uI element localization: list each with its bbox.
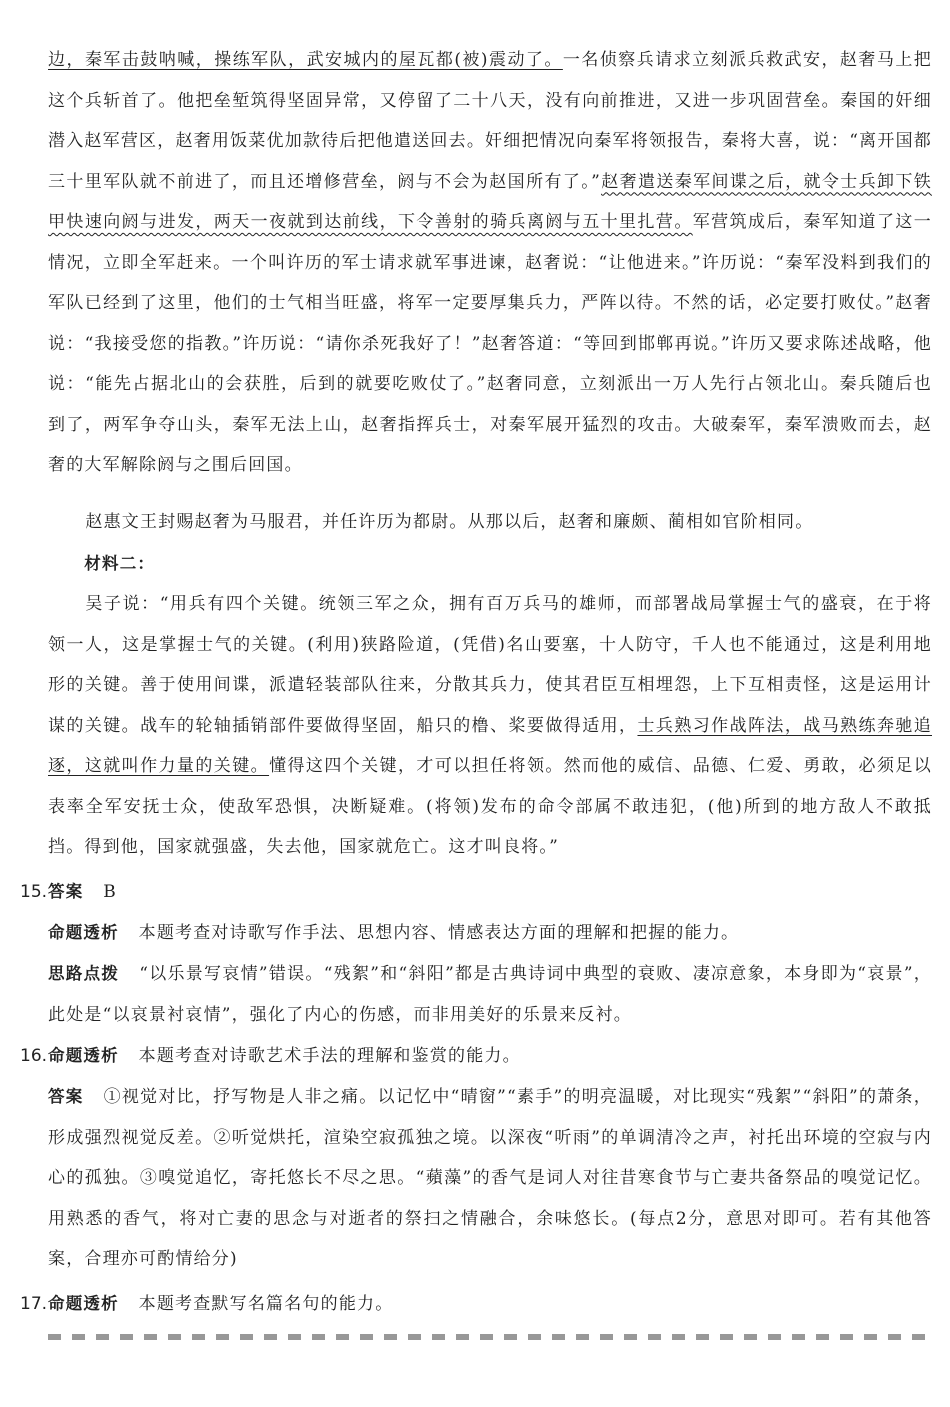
analysis-text: 本题考查对诗歌艺术手法的理解和鉴赏的能力。	[138, 1046, 521, 1066]
underlined-sentence: 边，秦军击鼓呐喊，操练军队，武安城内的屋瓦都(被)震动了。	[48, 50, 563, 70]
question-15-hint	[48, 954, 932, 1035]
hint-label: 思路点拨	[48, 964, 120, 983]
underlined-sentence: 士兵熟习作战阵法，战马熟练奔驰追逐，这就叫作力量的关键。	[48, 715, 932, 776]
question-17-analysis	[48, 1284, 932, 1325]
hint-text: “以乐景写哀情”错误。“残絮”和“斜阳”都是古典诗词中典型的衰败、凄凉意象，本身即为“哀景”，此处是“以哀景衬哀情”，强化了内心的伤感，而非用美好的乐景来反衬。	[48, 964, 932, 1025]
paragraph-text: 军营筑成后，秦军知道了这一情况，立即全军赶来。一个叫许历的军士请求就军事进谏，赵奢说：“让他进来。”许历说：“秦军没料到我们的军队已经到了这里，他们的士气相当旺盛，将军一定要厚集兵力，严阵以待。不然的话，必定要打败仗。”赵奢说：“我接受您的指教。”许历说：“请你杀死我好了！”赵奢答道：“等回到邯郸再说。”许历又要求陈述战略，他说：“能先占据北山的会获胜，后到的就要吃败仗了。”赵奢同意，立刻派出一万人先行占领北山。秦兵随后也到了，两军争夺山头，秦军无法上山，赵奢指挥兵士，对秦军展开猛烈的攻击。大破秦军，秦军溃败而去，赵奢的大军解除阏与之围后回国。	[48, 212, 933, 475]
answer-value: B	[103, 882, 117, 902]
question-17-number: 17.	[20, 1294, 48, 1314]
analysis-label: 命题透析	[48, 923, 119, 942]
analysis-text: 本题考查默写名篇名句的能力。	[138, 1294, 394, 1314]
material1-paragraph-continued	[48, 40, 932, 486]
question-16-number: 16.	[20, 1046, 48, 1066]
material2-paragraph	[48, 584, 932, 868]
answer-label: 答案	[48, 1087, 84, 1106]
question-16-analysis	[48, 1036, 932, 1077]
paragraph-text: 懂得这四个关键，才可以担任将领。然而他的威信、品德、仁爱、勇敢，必须足以表率全军安抚士众，使敌军恐惧，决断疑难。(将领)发布的命令部属不敢违犯，(他)所到的地方敌人不敢抵挡。得到他，国家就强盛，失去他，国家就危亡。这才叫良将。”	[48, 756, 932, 857]
cropped-text-fragment	[48, 1334, 932, 1348]
paragraph-text: 一名侦察兵请求立刻派兵救武安，赵奢马上把这个兵斩首了。他把垒堑筑得坚固异常，又停留了二十八天，没有向前推进，又进一步巩固营垒。秦国的奸细潜入赵军营区，赵奢用饭菜优加款待后把他遣送回去。奸细把情况向秦军将领报告，秦将大喜，说：“离开国都三十里军队就不前进了，而且还增修营垒，阏与不会为赵国所有了。”	[48, 50, 932, 192]
analysis-label: 命题透析	[48, 1294, 119, 1313]
question-15-number: 15.	[20, 882, 48, 902]
paragraph-text: 吴子说：“用兵有四个关键。统领三军之众，拥有百万兵马的雄师，而部署战局掌握士气的盛衰，在于将领一人，这是掌握士气的关键。(利用)狭路险道，(凭借)名山要塞，十人防守，千人也不能通过，这是利用地形的关键。善于使用间谍，派遣轻装部队往来，分散其兵力，使其君臣互相埋怨，上下互相责怪，这是运用计谋的关键。战车的轮轴插销部件要做得坚固，船只的橹、桨要做得适用，	[48, 594, 932, 736]
wavy-underlined-sentence: 赵奢遣送秦军间谍之后，就令士兵卸下铁甲快速向阏与进发，两天一夜就到达前线，下令善射的骑兵离阏与五十里扎营。	[48, 171, 932, 232]
question-15-analysis	[48, 913, 932, 954]
analysis-text: 本题考查对诗歌写作手法、思想内容、情感表达方面的理解和把握的能力。	[138, 923, 740, 943]
cropped-text-line	[48, 1330, 932, 1370]
analysis-label: 命题透析	[48, 1046, 119, 1065]
question-15-answer	[48, 872, 932, 913]
answer-text: ①视觉对比，抒写物是人非之痛。以记忆中“晴窗”“素手”的明亮温暖，对比现实“残絮”“斜阳”的萧条，形成强烈视觉反差。②听觉烘托，渲染空寂孤独之境。以深夜“听雨”的单调清冷之声，衬托出环境的空寂与内心的孤独。③嗅觉追忆，寄托悠长不尽之思。“蘋藻”的香气是词人对往昔寒食节与亡妻共备祭品的嗅觉记忆。用熟悉的香气，将对亡妻的思念与对逝者的祭扫之情融合，余味悠长。(每点2分，意思对即可。若有其他答案，合理亦可酌情给分)	[48, 1087, 933, 1269]
material1-closing-paragraph: 赵惠文王封赐赵奢为马服君，并任许历为都尉。从那以后，赵奢和廉颇、蔺相如官阶相同。	[85, 512, 814, 532]
question-16-answer	[48, 1077, 932, 1280]
answer-label: 答案	[48, 882, 84, 901]
material2-title: 材料二：	[84, 554, 156, 573]
